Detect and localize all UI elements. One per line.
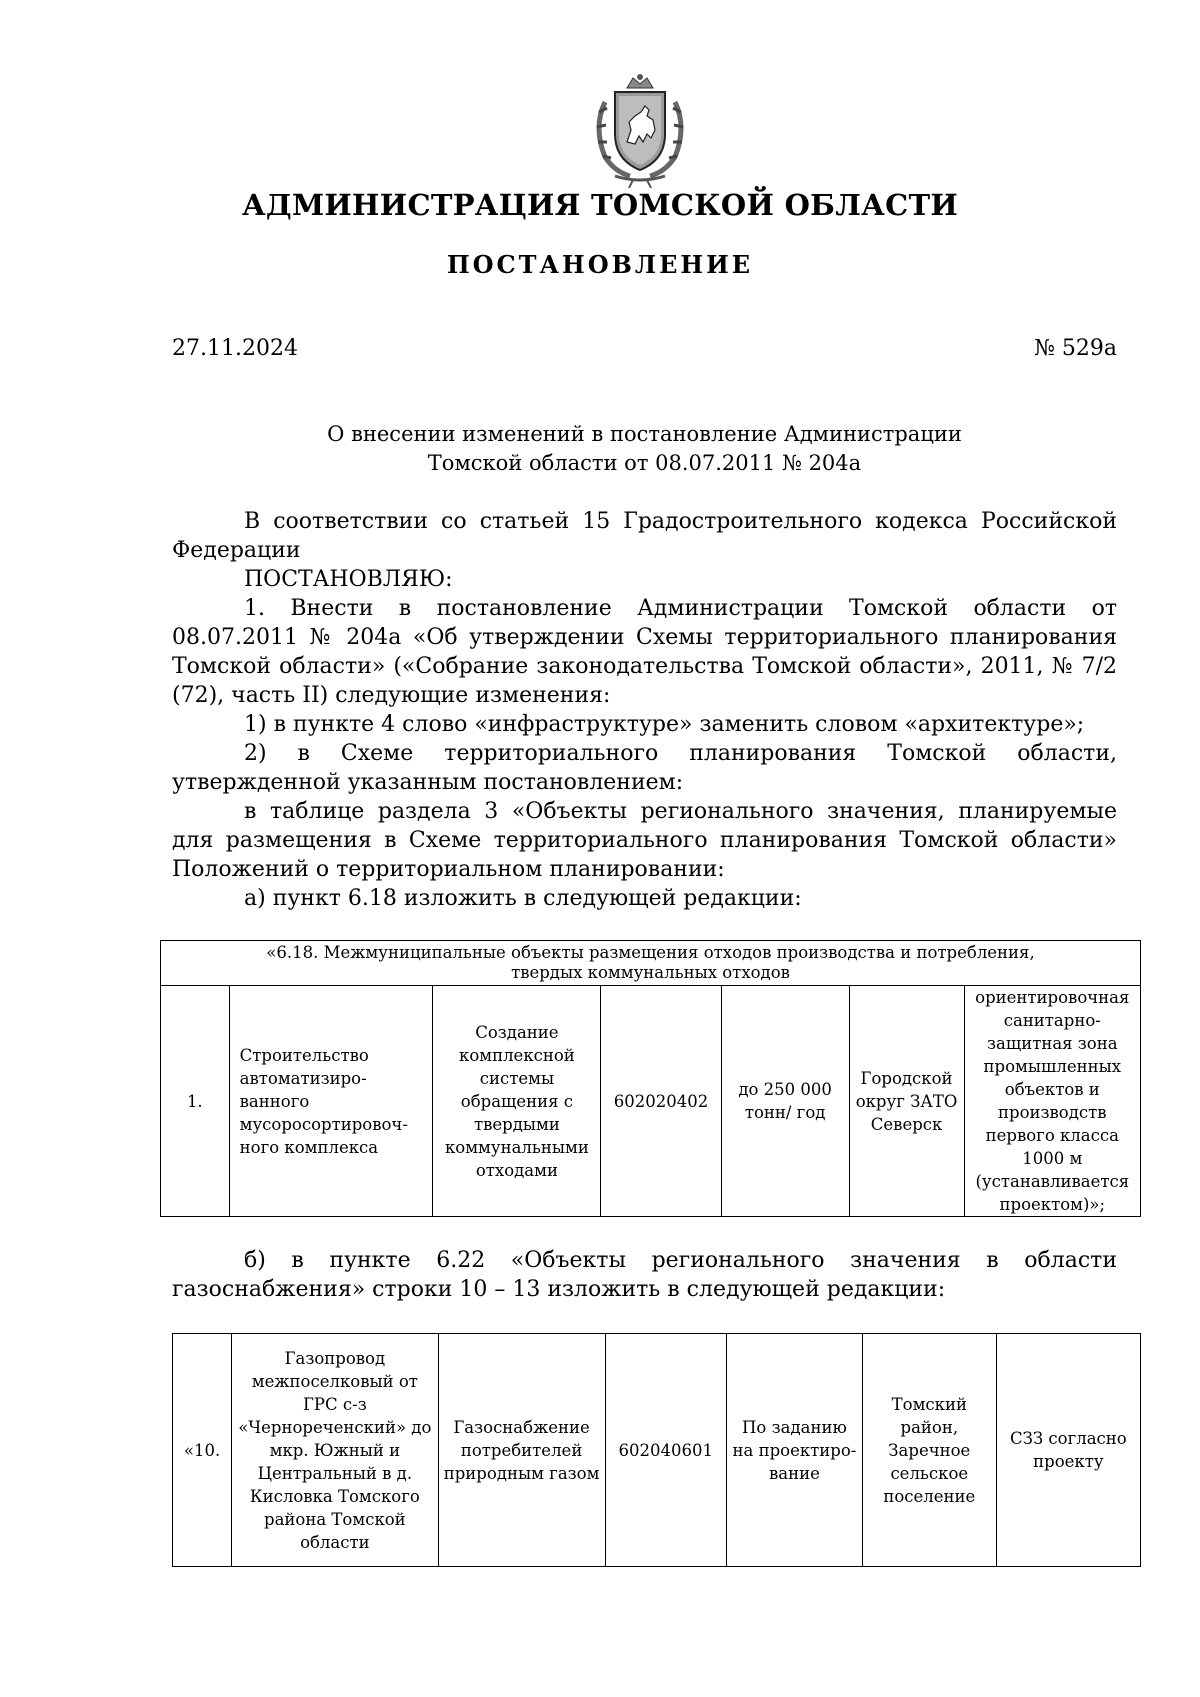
table-section-title-line: твердых коммунальных отходов — [511, 963, 790, 982]
body-paragraph: 1. Внести в постановление Администрации Томской области от 08.07.2011 № 204а «Об утверждении Схемы территориального планирования Томской области» («Собрание законодательства Томской области», 2011, № 7/2 (72), часть II) следующие изменения: — [172, 596, 1117, 708]
object-location: Городской округ ЗАТО Северск — [849, 986, 964, 1217]
body-paragraph: 1) в пункте 4 слово «инфраструктуре» заменить словом «архитектуре»; — [244, 712, 1085, 737]
table-section-title-line: «6.18. Межмуниципальные объекты размещения отходов производства и потребления, — [266, 943, 1035, 962]
resolution-keyword: ПОСТАНОВЛЯЮ: — [244, 567, 453, 592]
object-capacity: По заданию на проектиро-вание — [726, 1334, 862, 1567]
table-row — [173, 1334, 1141, 1567]
object-purpose: Создание комплексной системы обращения с твердыми коммунальными отходами — [433, 986, 601, 1217]
document-number: № 529а — [1034, 336, 1117, 361]
object-name: Газопровод межпоселковый от ГРС с-з «Чернореченский» до мкр. Южный и Центральный в д. Кисловка Томского района Томской области — [232, 1334, 438, 1567]
tomsk-coat-of-arms-icon — [585, 72, 695, 188]
table-row — [161, 986, 1141, 1217]
object-code: 602020402 — [601, 986, 721, 1217]
document-subject — [172, 420, 1117, 478]
body-paragraph: в таблице раздела 3 «Объекты регионального значения, планируемые для размещения в Схеме территориального планирования Томской области» Положений о территориальном планировании: — [172, 799, 1117, 882]
body-paragraph: б) в пункте 6.22 «Объекты регионального значения в области газоснабжения» строки 10 – 13 изложить в следующей редакции: — [172, 1248, 1117, 1302]
protection-zone: СЗЗ согласно проекту — [996, 1334, 1140, 1567]
body-paragraph: 2) в Схеме территориального планирования Томской области, утвержденной указанным постановлением: — [172, 741, 1117, 795]
table-section-title — [161, 941, 1141, 986]
document-body — [172, 507, 1117, 913]
document-body-continued — [172, 1246, 1117, 1304]
object-purpose: Газоснабжение потребителей природным газом — [438, 1334, 605, 1567]
table-header-row — [161, 941, 1141, 986]
row-number: «10. — [173, 1334, 232, 1567]
object-capacity: до 250 000 тонн/ год — [721, 986, 849, 1217]
body-paragraph: В соответствии со статьей 15 Градостроительного кодекса Российской Федерации — [172, 509, 1117, 563]
document-type: ПОСТАНОВЛЕНИЕ — [446, 250, 754, 279]
body-paragraph: а) пункт 6.18 изложить в следующей редакции: — [244, 886, 802, 911]
row-number: 1. — [161, 986, 230, 1217]
object-location: Томский район, Заречное сельское поселение — [862, 1334, 996, 1567]
subject-line: О внесении изменений в постановление Администрации — [327, 422, 962, 446]
protection-zone: ориентировочная санитарно-защитная зона промышленных объектов и производств первого класса 1000 м (устанавливается проектом)»; — [964, 986, 1140, 1217]
object-name: Строительство автоматизиро-ванного мусоросортировоч-ного комплекса — [229, 986, 433, 1217]
organization-title: АДМИНИСТРАЦИЯ ТОМСКОЙ ОБЛАСТИ — [241, 188, 959, 222]
document-date: 27.11.2024 — [172, 336, 298, 361]
subject-line: Томской области от 08.07.2011 № 204а — [427, 451, 862, 475]
table-item-6-22 — [172, 1333, 1141, 1567]
table-item-6-18 — [160, 940, 1141, 1217]
object-code: 602040601 — [605, 1334, 726, 1567]
